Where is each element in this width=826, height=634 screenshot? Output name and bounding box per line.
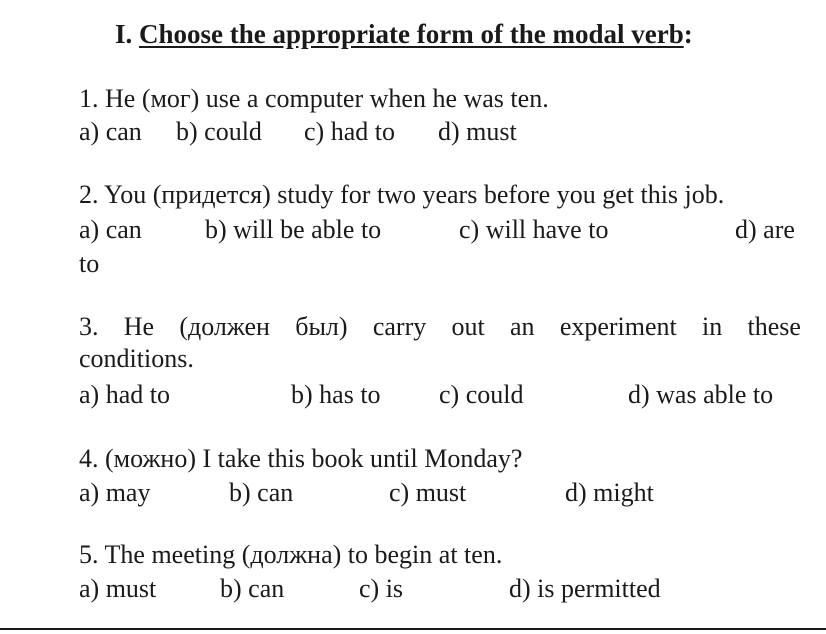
question-1-stem: 1. He (мог) use a computer when he was ten. (79, 84, 549, 113)
question-3-option-c: c) could (439, 380, 524, 409)
question-2-option-d: d) are (735, 215, 795, 244)
question-3-option-d: d) was able to (628, 380, 774, 409)
section-title: Choose the appropriate form of the modal verb (139, 19, 684, 49)
question-1-option-c: c) had to (304, 117, 395, 146)
question-4-option-a: a) may (79, 478, 151, 507)
question-1-option-b: b) could (176, 117, 262, 146)
question-3-word: 3. (79, 312, 99, 341)
question-5-option-a: a) must (79, 574, 157, 603)
question-3-word: carry (372, 312, 427, 341)
question-3-word: in (702, 312, 723, 341)
question-3-word: experiment (559, 312, 677, 341)
question-5-option-b: b) can (220, 574, 285, 603)
question-3-continuation: conditions. (79, 344, 194, 373)
question-3-word: He (123, 312, 155, 341)
section-number: I. (115, 19, 133, 49)
question-4-option-b: b) can (229, 478, 294, 507)
question-3-option-a: a) had to (79, 380, 170, 409)
question-2-stem: 2. You (придется) study for two years before you get this job. (79, 180, 725, 209)
question-3-word: an (510, 312, 535, 341)
bottom-divider (0, 628, 826, 630)
question-2-option-b: b) will be able to (205, 215, 382, 244)
section-heading (115, 19, 693, 50)
question-2-continuation: to (79, 249, 100, 278)
section-title-colon: : (683, 19, 693, 49)
question-3-stem (79, 312, 801, 342)
question-2-option-c: c) will have to (459, 215, 609, 244)
question-3-word: out (451, 312, 485, 341)
question-3-option-b: b) has to (291, 380, 381, 409)
question-3-word: был) (295, 312, 348, 341)
question-4-option-c: c) must (389, 478, 467, 507)
question-2-option-a: a) can (79, 215, 142, 244)
question-1-option-a: a) can (79, 117, 142, 146)
question-4-option-d: d) might (565, 478, 654, 507)
question-5-option-c: c) is (359, 574, 404, 603)
question-5-option-d: d) is permitted (509, 574, 661, 603)
question-1-option-d: d) must (438, 117, 517, 146)
question-4-stem: 4. (можно) I take this book until Monday? (79, 444, 523, 473)
question-3-word: these (747, 312, 801, 341)
question-5-stem: 5. The meeting (должна) to begin at ten. (79, 540, 503, 569)
question-3-word: (должен (179, 312, 270, 341)
